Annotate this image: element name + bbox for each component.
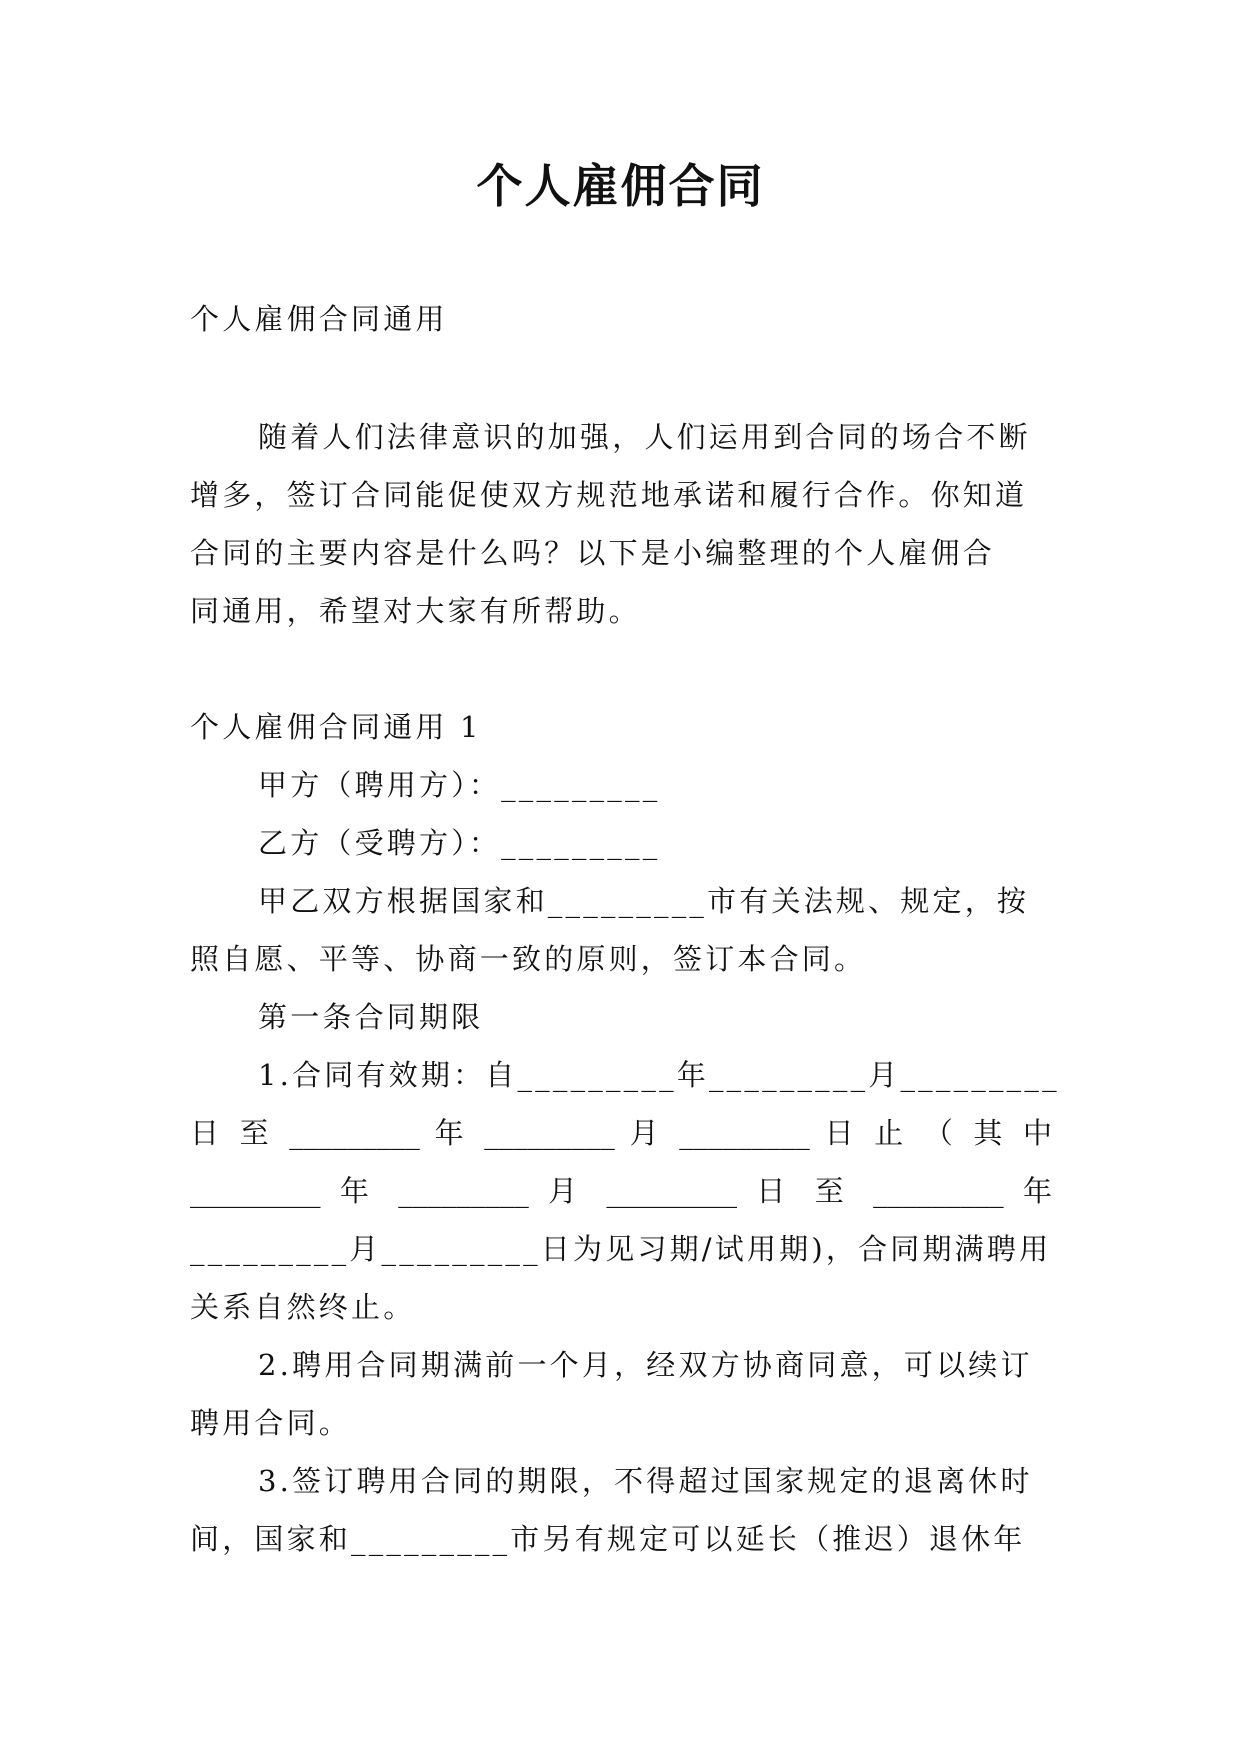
clause-1-line-1: 1.合同有效期：自_________年_________月_________ <box>258 1058 1060 1092</box>
intro-line-2: 增多，签订合同能促使双方规范地承诺和履行合作。你知道 <box>190 478 1028 512</box>
preamble-line-2: 照自愿、平等、协商一致的原则，签订本合同。 <box>190 942 867 976</box>
preamble-line-1: 甲乙双方根据国家和_________市有关法规、规定，按 <box>258 884 1030 918</box>
document-body <box>190 290 1060 1568</box>
section-heading: 个人雇佣合同通用 1 <box>190 710 482 744</box>
clause-1-line-5: 关系自然终止。 <box>190 1290 416 1324</box>
clause-2-line-1: 2.聘用合同期满前一个月，经双方协商同意，可以续订 <box>258 1348 1033 1382</box>
party-a-line: 甲方（聘用方）：_________ <box>258 768 661 802</box>
clause-1-line-2: 日 至 _________ 年 _________ 月 _________ 日 止 （ 其 中 <box>190 1116 1052 1150</box>
article-1-heading: 第一条合同期限 <box>258 1000 484 1034</box>
party-b-line: 乙方（受聘方）：_________ <box>258 826 661 860</box>
clause-3-line-1: 3.签订聘用合同的期限，不得超过国家规定的退离休时 <box>258 1464 1033 1498</box>
intro-line-4: 同通用，希望对大家有所帮助。 <box>190 594 641 628</box>
intro-line-1: 随着人们法律意识的加强，人们运用到合同的场合不断 <box>258 420 1031 454</box>
clause-2-line-2: 聘用合同。 <box>190 1406 352 1440</box>
intro-line-3: 合同的主要内容是什么吗？以下是小编整理的个人雇佣合 <box>190 536 996 570</box>
clause-1-line-3: _________ 年 _________ 月 _________ 日 至 _________ 年 <box>190 1174 1052 1208</box>
clause-3-line-2: 间，国家和_________市另有规定可以延长（推迟）退休年 <box>190 1522 1026 1556</box>
document-subtitle: 个人雇佣合同通用 <box>190 302 448 336</box>
clause-1-line-4: _________月_________日为见习期/试用期)，合同期满聘用 <box>190 1232 1052 1266</box>
document-title: 个人雇佣合同 <box>476 159 765 213</box>
